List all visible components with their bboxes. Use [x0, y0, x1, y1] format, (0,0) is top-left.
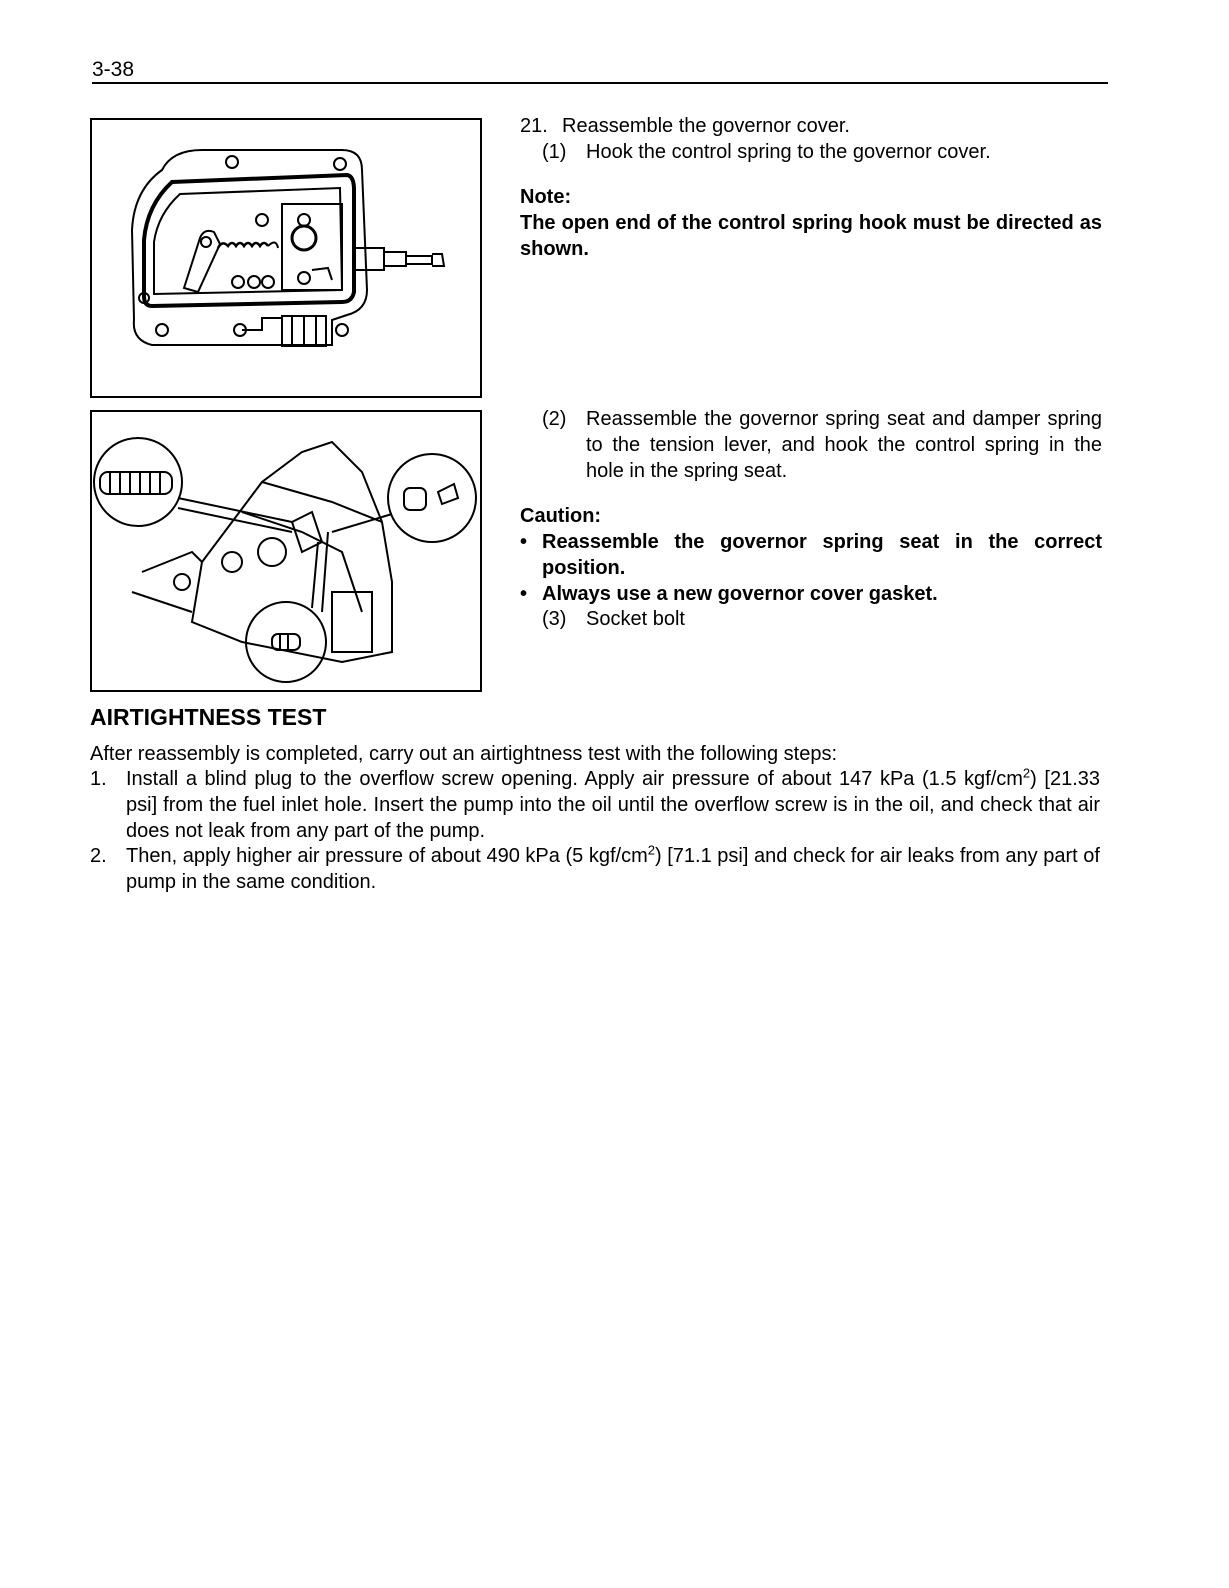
note-label: Note: [520, 186, 572, 208]
governor-cover-drawing [92, 120, 480, 396]
item-1-text [126, 766, 1100, 844]
step-21 [520, 113, 1102, 139]
substep-1-number: (1) [542, 141, 567, 163]
item-2-superscript: 2 [647, 842, 655, 858]
substep-3-number: (3) [542, 608, 567, 630]
governor-spring-seat-illustration [90, 410, 482, 692]
caution-item-2 [520, 581, 1102, 607]
governor-cover-illustration [90, 118, 482, 398]
substep-3 [520, 606, 1102, 632]
item-1-text-part-b: ) [21.33 psi] from the fuel inlet hole. Insert the pump into the oil until the overflow screw is in the oil, and check that air does not leak from any part of the pump. [126, 768, 1100, 842]
item-1-superscript: 2 [1022, 765, 1031, 781]
substep-1 [520, 139, 1102, 165]
item-2-number: 2. [90, 845, 107, 867]
airtightness-item-1 [90, 766, 1100, 844]
section-heading: AIRTIGHTNESS TEST [90, 704, 327, 730]
airtightness-item-2 [90, 843, 1100, 895]
substep-2 [520, 406, 1102, 484]
airtightness-intro: After reassembly is completed, carry out an airtightness test with the following steps: [90, 743, 838, 765]
caution-label: Caution: [520, 505, 602, 527]
step-21-title: Reassemble the governor cover. [562, 115, 850, 137]
caution-item-1 [520, 529, 1102, 581]
item-1-text-part-a: Install a blind plug to the overflow screw opening. Apply air pressure of about 147 kPa (1.5 kgf/cm [126, 768, 1023, 790]
pump-assembly-drawing [92, 412, 480, 690]
caution-item-1-text: Reassemble the governor spring seat in the correct position. [542, 531, 1102, 579]
substep-2-text: Reassemble the governor spring seat and damper spring to the tension lever, and hook the control spring in the hole in the spring seat. [586, 408, 1102, 482]
item-2-text-part-b: ) [71.1 psi] and check for air leaks from any part of pump in the same condition. [126, 845, 1100, 893]
header-rule [92, 82, 1108, 84]
substep-2-number: (2) [542, 408, 567, 430]
bullet-icon: • [520, 531, 528, 553]
step-21-number: 21. [520, 115, 548, 137]
item-2-text [126, 843, 1100, 895]
bullet-icon: • [520, 583, 528, 605]
note-text: The open end of the control spring hook must be directed as shown. [520, 212, 1102, 260]
item-1-number: 1. [90, 768, 107, 790]
substep-1-text: Hook the control spring to the governor cover. [586, 141, 991, 163]
caution-item-2-text: Always use a new governor cover gasket. [542, 583, 938, 605]
item-2-text-part-a: Then, apply higher air pressure of about 490 kPa (5 kgf/cm [126, 845, 648, 867]
substep-3-text: Socket bolt [586, 608, 685, 630]
page-number: 3-38 [92, 58, 135, 81]
